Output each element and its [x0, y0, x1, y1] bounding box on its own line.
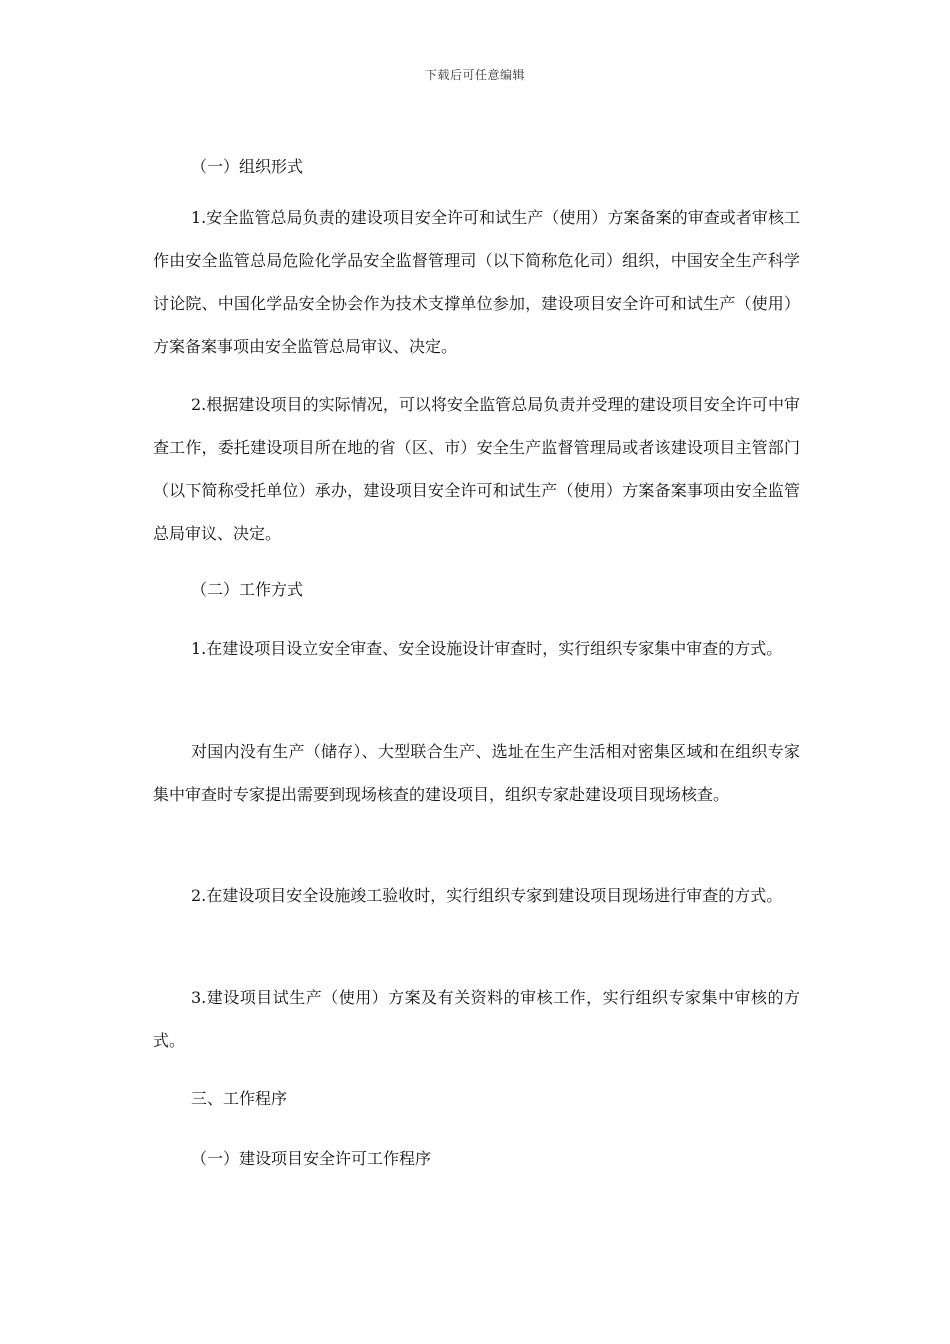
paragraph-2 — [153, 383, 800, 555]
section-heading: （二）工作方式 — [191, 580, 304, 599]
paragraph-6 — [153, 976, 800, 1062]
paragraph-text: 2.根据建设项目的实际情况，可以将安全监管总局负责并受理的建设项目安全许可中审查工作，委托建设项目所在地的省（区、市）安全生产监督管理局或者该建设项目主管部门（以下简称受托单位）承办，建设项目安全许可和试生产（使用）方案备案事项由安全监管总局审议、决定。 — [153, 395, 800, 543]
paragraph-text: 对国内没有生产（储存）、大型联合生产、选址在生产生活相对密集区域和在组织专家集中审查时专家提出需要到现场核查的建设项目，组织专家赴建设项目现场核查。 — [153, 742, 800, 804]
paragraph-4 — [153, 730, 800, 816]
paragraph-3 — [153, 627, 800, 670]
heading-work-procedure — [153, 1077, 800, 1120]
paragraph-5 — [153, 874, 800, 917]
heading-safety-permit-procedure — [153, 1137, 800, 1180]
page-header: 下载后可任意编辑 — [424, 68, 525, 82]
heading-work-method — [153, 568, 800, 611]
paragraph-text: 1.安全监管总局负责的建设项目安全许可和试生产（使用）方案备案的审查或者审核工作由安全监管总局危险化学品安全监督管理司（以下简称危化司）组织，中国安全生产科学讨论院、中国化学品安全协会作为技术支撑单位参加，建设项目安全许可和试生产（使用）方案备案事项由安全监管总局审议、决定。 — [153, 208, 800, 356]
section-heading: 三、工作程序 — [191, 1089, 288, 1108]
paragraph-text: 3.建设项目试生产（使用）方案及有关资料的审核工作，实行组织专家集中审核的方式。 — [153, 988, 800, 1050]
section-heading: （一）组织形式 — [191, 157, 304, 176]
heading-organization-form — [153, 145, 800, 188]
section-heading: （一）建设项目安全许可工作程序 — [191, 1149, 432, 1168]
paragraph-text: 2.在建设项目安全设施竣工验收时，实行组织专家到建设项目现场进行审查的方式。 — [191, 886, 783, 905]
paragraph-1 — [153, 196, 800, 368]
paragraph-text: 1.在建设项目设立安全审查、安全设施设计审查时，实行组织专家集中审查的方式。 — [191, 639, 783, 658]
